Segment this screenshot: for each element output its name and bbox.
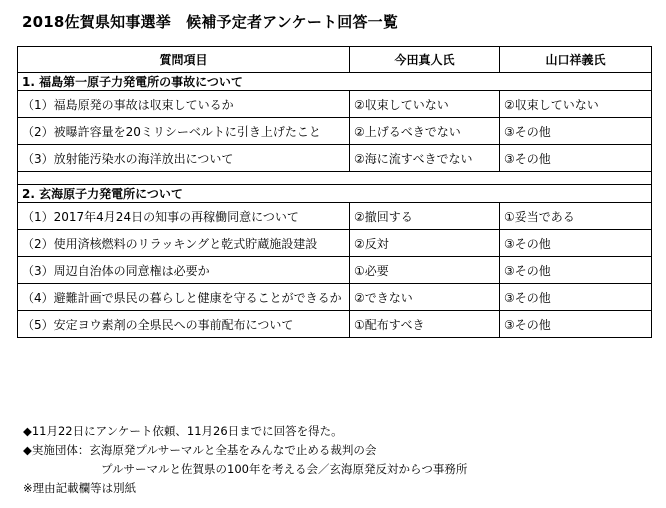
spacer-row: [18, 172, 652, 185]
table-row: [18, 118, 652, 145]
answer-yamaguchi: ②収束していない: [500, 91, 652, 118]
table-row: [18, 91, 652, 118]
answer-yamaguchi: ③その他: [500, 284, 652, 311]
answer-yamaguchi: ③その他: [500, 118, 652, 145]
header-question: 質問項目: [18, 47, 350, 73]
table-row: [18, 311, 652, 338]
answer-yamaguchi: ③その他: [500, 257, 652, 284]
table-row: [18, 203, 652, 230]
answer-imada: ②撤回する: [350, 203, 500, 230]
section-heading-row: [18, 185, 652, 203]
answer-yamaguchi: ③その他: [500, 145, 652, 172]
section-heading-row: [18, 73, 652, 91]
section-heading-fukushima: 1. 福島第一原子力発電所の事故について: [18, 73, 652, 91]
note-organizer: ◆実施団体：玄海原発プルサーマルと全基をみんなで止める裁判の会: [23, 443, 377, 457]
answer-yamaguchi: ③その他: [500, 230, 652, 257]
page-title: 2018佐賀県知事選挙 候補予定者アンケート回答一覧: [22, 13, 399, 31]
note-organizer-continued: プルサーマルと佐賀県の100年を考える会／玄海原発反対からつ事務所: [101, 462, 468, 476]
answer-imada: ②反対: [350, 230, 500, 257]
question-cell: （4）避難計画で県民の暮らしと健康を守ることができるか: [18, 284, 350, 311]
question-cell: （1）福島原発の事故は収束しているか: [18, 91, 350, 118]
answer-imada: ①配布すべき: [350, 311, 500, 338]
answer-yamaguchi: ③その他: [500, 311, 652, 338]
question-cell: （2）使用済核燃料のリラッキングと乾式貯蔵施設建設: [18, 230, 350, 257]
note-request-date: ◆11月22日にアンケート依頼、11月26日までに回答を得た。: [23, 424, 343, 438]
spacer-cell: [18, 172, 652, 185]
question-cell: （1）2017年4月24日の知事の再稼働同意について: [18, 203, 350, 230]
header-candidate-imada: 今田真人氏: [350, 47, 500, 73]
answer-imada: ②収束していない: [350, 91, 500, 118]
survey-answer-table: [17, 46, 652, 338]
notes-block: [23, 422, 467, 498]
section-heading-genkai: 2. 玄海原子力発電所について: [18, 185, 652, 203]
note-reasons-attached: ※理由記載欄等は別紙: [23, 481, 137, 495]
answer-imada: ②海に流すべきでない: [350, 145, 500, 172]
table-row: [18, 230, 652, 257]
question-cell: （2）被曝許容量を20ミリシーベルトに引き上げたこと: [18, 118, 350, 145]
answer-imada: ②できない: [350, 284, 500, 311]
table-row: [18, 145, 652, 172]
answer-imada: ②上げるべきでない: [350, 118, 500, 145]
question-cell: （3）周辺自治体の同意権は必要か: [18, 257, 350, 284]
header-candidate-yamaguchi: 山口祥義氏: [500, 47, 652, 73]
question-cell: （3）放射能汚染水の海洋放出について: [18, 145, 350, 172]
table-header-row: [18, 47, 652, 73]
answer-yamaguchi: ①妥当である: [500, 203, 652, 230]
table-row: [18, 284, 652, 311]
table-row: [18, 257, 652, 284]
answer-imada: ①必要: [350, 257, 500, 284]
question-cell: （5）安定ヨウ素剤の全県民への事前配布について: [18, 311, 350, 338]
